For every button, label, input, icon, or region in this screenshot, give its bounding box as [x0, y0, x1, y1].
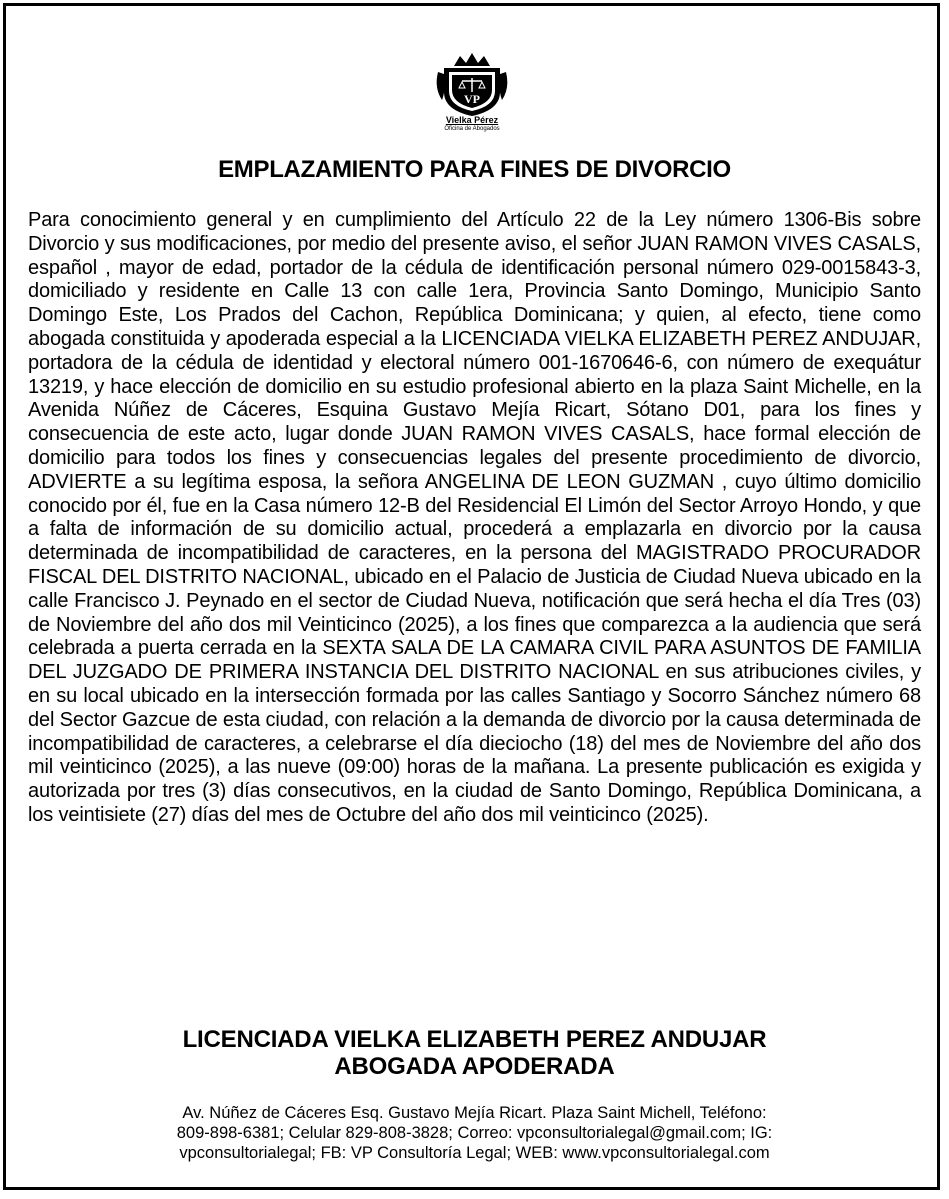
- notice-page: [3, 3, 940, 1190]
- logo-name: Vielka Pérez: [445, 115, 499, 125]
- document-title: EMPLAZAMIENTO PARA FINES DE DIVORCIO: [218, 156, 731, 183]
- contact-line: vpconsultorialegal; FB: VP Consultoría Legal; WEB: www.vpconsultorialegal.com: [179, 1144, 770, 1162]
- signature-name: LICENCIADA VIELKA ELIZABETH PEREZ ANDUJAR: [182, 1026, 767, 1053]
- contact-info: [46, 1103, 903, 1163]
- contact-line: 809-898-6381; Celular 829-808-3828; Correo: vpconsultorialegal@gmail.com; IG:: [176, 1124, 773, 1142]
- logo-monogram: VP: [464, 92, 480, 106]
- signature-role: ABOGADA APODERADA: [334, 1053, 615, 1080]
- contact-line: Av. Núñez de Cáceres Esq. Gustavo Mejía Ricart. Plaza Saint Michell, Teléfono:: [182, 1104, 767, 1122]
- logo-subtitle: Oficina de Abogados: [444, 126, 500, 132]
- notice-body: Para conocimiento general y en cumplimiento del Artículo 22 de la Ley número 1306-Bis sobre Divorcio y sus modificaciones, por medio del presente aviso, el señor JUAN RAMON VIVES CASALS, español , mayor de edad, portador de la cédula de identificación personal número 029-0015843-3, domiciliado y residente en Calle 13 con calle 1era, Provincia Santo Domingo, Municipio Santo Domingo Este, Los Prados del Cachon, República Dominicana; y quien, al efecto, tiene como abogada constituida y apoderada especial a la LICENCIADA VIELKA ELIZABETH PEREZ ANDUJAR, portadora de la cédula de identidad y electoral número 001-1670646-6, con número de exequátur 13219, y hace elección de domicilio en su estudio profesional abierto en la plaza Saint Michelle, en la Avenida Núñez de Cáceres, Esquina Gustavo Mejía Ricart, Sótano D01, para los fines y consecuencia de este acto, lugar donde JUAN RAMON VIVES CASALS, hace formal elección de domicilio para todos los fines y consecuencias legales del presente procedimiento de divorcio, ADVIERTE a su legítima esposa, la señora ANGELINA DE LEON GUZMAN , cuyo último domicilio conocido por él, fue en la Casa número 12-B del Residencial El Limón del Sector Arroyo Hondo, y que a falta de información de su domicilio actual, procederá a emplazarla en divorcio por la causa determinada de incompatibilidad de caracteres, en la persona del MAGISTRADO PROCURADOR FISCAL DEL DISTRITO NACIONAL, ubicado en el Palacio de Justicia de Ciudad Nueva ubicado en la calle Francisco J. Peynado en el sector de Ciudad Nueva, notificación que será hecha el día Tres (03) de Noviembre del año dos mil Veinticinco (2025), a los fines que comparezca a la audiencia que será celebrada a puerta cerrada en la SEXTA SALA DE LA CAMARA CIVIL PARA ASUNTOS DE FAMILIA DEL JUZGADO DE PRIMERA INSTANCIA DEL DISTRITO NACIONAL en sus atribuciones civiles, y en su local ubicado en la intersección formada por las calles Santiago y Socorro Sánchez número 68 del Sector Gazcue de esta ciudad, con relación a la demanda de divorcio por la causa determinada de incompatibilidad de caracteres, a celebrarse el día dieciocho (18) del mes de Noviembre del año dos mil veinticinco (2025), a las nueve (09:00) horas de la mañana. La presente publicación es exigida y autorizada por tres (3) días consecutivos, en la ciudad de Santo Domingo, República Dominicana, a los veintisiete (27) días del mes de Octubre del año dos mil veinticinco (2025).: [28, 209, 921, 826]
